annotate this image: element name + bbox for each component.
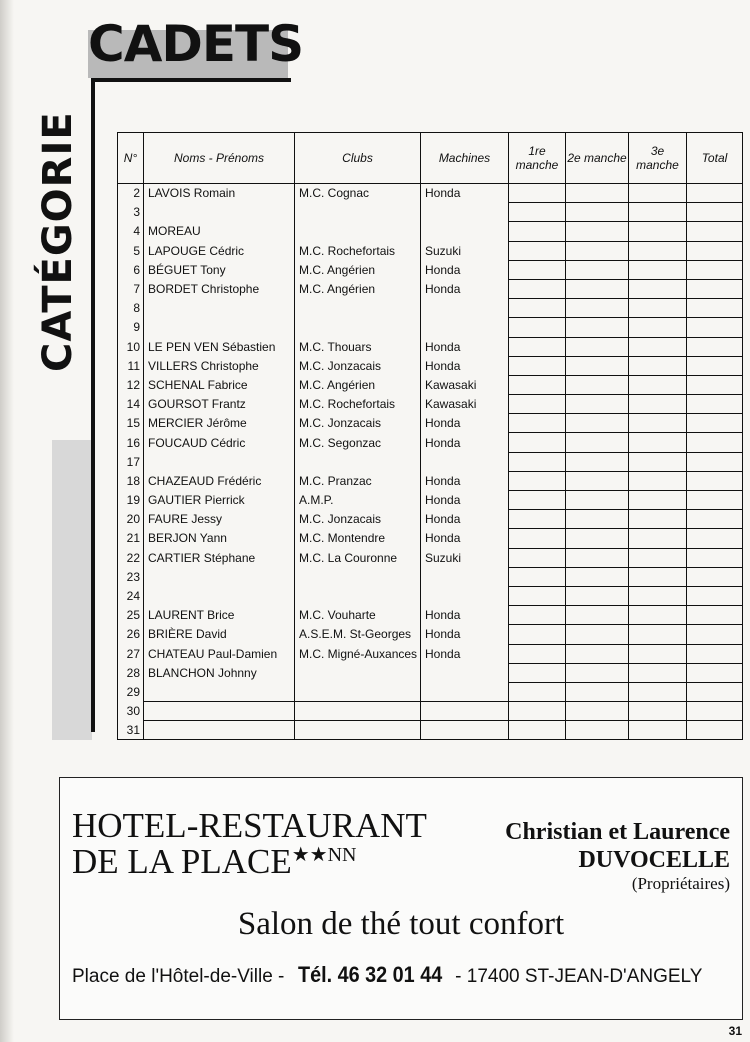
table-row [118,395,743,414]
rider-club: M.C. Pranzac [295,471,421,490]
total-score [687,644,743,663]
rider-machine: Honda [421,433,509,452]
manche-3-score [629,567,687,586]
rider-machine [421,203,509,222]
row-number: 10 [118,337,144,356]
manche-3-score [629,721,687,740]
row-number: 14 [118,395,144,414]
rider-club: M.C. Vouharte [295,606,421,625]
rider-name [144,318,295,337]
total-score [687,606,743,625]
total-score [687,586,743,605]
row-number: 7 [118,279,144,298]
manche-2-score [566,433,629,452]
manche-1-score [509,644,566,663]
row-number: 22 [118,548,144,567]
manche-3-score [629,663,687,682]
manche-2-score [566,682,629,701]
table-row [118,279,743,298]
header-total: Total [687,133,743,184]
total-score [687,491,743,510]
rider-club [295,702,421,721]
table-row [118,548,743,567]
rider-club: A.S.E.M. St-Georges [295,625,421,644]
table-row [118,356,743,375]
manche-1-score [509,433,566,452]
row-number: 30 [118,702,144,721]
row-number: 21 [118,529,144,548]
header-manche-1: 1re manche [509,133,566,184]
manche-1-score [509,184,566,203]
total-score [687,682,743,701]
total-score [687,395,743,414]
manche-2-score [566,375,629,394]
row-number: 11 [118,356,144,375]
manche-2-score [566,260,629,279]
header-manche-2: 2e manche [566,133,629,184]
table-row [118,567,743,586]
manche-3-score [629,241,687,260]
ad-owners-line-2: DUVOCELLE [578,847,730,873]
rider-club: M.C. Montendre [295,529,421,548]
rider-machine [421,702,509,721]
row-number: 9 [118,318,144,337]
manche-2-score [566,529,629,548]
row-number: 29 [118,682,144,701]
rider-club: M.C. Jonzacais [295,414,421,433]
rider-club: A.M.P. [295,491,421,510]
manche-3-score [629,529,687,548]
manche-1-score [509,721,566,740]
rider-machine [421,682,509,701]
row-number: 2 [118,184,144,203]
manche-3-score [629,184,687,203]
rider-machine [421,663,509,682]
manche-3-score [629,433,687,452]
rider-name: LE PEN VEN Sébastien [144,337,295,356]
manche-1-score [509,241,566,260]
row-number: 8 [118,299,144,318]
rider-name: FOUCAUD Cédric [144,433,295,452]
rider-name [144,567,295,586]
manche-2-score [566,337,629,356]
rider-machine: Honda [421,606,509,625]
manche-2-score [566,471,629,490]
rider-machine: Honda [421,491,509,510]
rider-name [144,203,295,222]
rider-name: GOURSOT Frantz [144,395,295,414]
ad-address-part-2: - 17400 ST-JEAN-D'ANGELY [449,966,703,987]
table-row [118,260,743,279]
table-row [118,721,743,740]
total-score [687,299,743,318]
table-row [118,471,743,490]
rider-club: M.C. Migné-Auxances [295,644,421,663]
manche-1-score [509,260,566,279]
total-score [687,702,743,721]
row-number: 18 [118,471,144,490]
manche-2-score [566,395,629,414]
table-row [118,452,743,471]
manche-3-score [629,222,687,241]
table-row [118,702,743,721]
manche-3-score [629,203,687,222]
rider-club: M.C. Rochefortais [295,241,421,260]
rider-name: BLANCHON Johnny [144,663,295,682]
rider-club: M.C. Thouars [295,337,421,356]
manche-1-score [509,586,566,605]
table-row [118,529,743,548]
manche-2-score [566,299,629,318]
ad-owners-line-1: Christian et Laurence [505,819,730,845]
rider-club: M.C. Rochefortais [295,395,421,414]
row-number: 31 [118,721,144,740]
rider-name [144,702,295,721]
manche-1-score [509,375,566,394]
row-number: 4 [118,222,144,241]
rider-machine: Kawasaki [421,375,509,394]
ad-telephone: Tél. 46 32 01 44 [297,962,442,987]
ad-hotel-name [72,808,427,880]
manche-3-score [629,682,687,701]
row-number: 20 [118,510,144,529]
header-num: N° [118,133,144,184]
page-binding-shadow [0,0,14,1042]
manche-2-score [566,625,629,644]
row-number: 23 [118,567,144,586]
ad-owners [505,818,730,874]
header-manche-3: 3e manche [629,133,687,184]
row-number: 25 [118,606,144,625]
total-score [687,337,743,356]
table-row [118,491,743,510]
table-row [118,433,743,452]
rider-machine: Honda [421,510,509,529]
total-score [687,203,743,222]
rider-club [295,222,421,241]
ad-address [72,962,702,988]
manche-1-score [509,682,566,701]
manche-1-score [509,606,566,625]
ad-tagline: Salon de thé tout confort [237,906,565,942]
rider-name [144,452,295,471]
rider-machine [421,299,509,318]
total-score [687,241,743,260]
table-row [118,586,743,605]
total-score [687,625,743,644]
rider-club: M.C. Jonzacais [295,510,421,529]
manche-3-score [629,337,687,356]
rider-machine: Honda [421,529,509,548]
manche-3-score [629,395,687,414]
manche-2-score [566,721,629,740]
total-score [687,663,743,682]
table-row [118,510,743,529]
rider-name: BRIÈRE David [144,625,295,644]
manche-1-score [509,567,566,586]
rider-club: M.C. Angérien [295,279,421,298]
rider-machine: Kawasaki [421,395,509,414]
manche-1-score [509,395,566,414]
manche-2-score [566,702,629,721]
manche-2-score [566,356,629,375]
rider-name: CHAZEAUD Frédéric [144,471,295,490]
manche-1-score [509,663,566,682]
manche-2-score [566,606,629,625]
rider-machine: Honda [421,625,509,644]
manche-1-score [509,702,566,721]
total-score [687,414,743,433]
manche-1-score [509,471,566,490]
total-score [687,452,743,471]
rider-name: LAURENT Brice [144,606,295,625]
manche-2-score [566,663,629,682]
table-row [118,222,743,241]
table-row [118,682,743,701]
manche-3-score [629,260,687,279]
rider-club: M.C. Angérien [295,260,421,279]
manche-2-score [566,184,629,203]
rider-club: M.C. Cognac [295,184,421,203]
rider-name: CARTIER Stéphane [144,548,295,567]
table-row [118,606,743,625]
total-score [687,567,743,586]
rider-club: M.C. La Couronne [295,548,421,567]
manche-3-score [629,644,687,663]
manche-1-score [509,548,566,567]
page-title: CADETS [88,15,304,73]
rider-club [295,299,421,318]
table-row [118,241,743,260]
manche-3-score [629,356,687,375]
rider-name: CHATEAU Paul-Damien [144,644,295,663]
row-number: 26 [118,625,144,644]
manche-2-score [566,548,629,567]
rider-machine [421,721,509,740]
manche-1-score [509,299,566,318]
rider-machine [421,586,509,605]
rider-machine [421,222,509,241]
manche-2-score [566,203,629,222]
rider-club [295,586,421,605]
manche-2-score [566,318,629,337]
manche-2-score [566,491,629,510]
header-name: Noms - Prénoms [144,133,295,184]
rider-machine: Honda [421,184,509,203]
manche-3-score [629,510,687,529]
header-club: Clubs [295,133,421,184]
total-score [687,222,743,241]
rider-machine [421,567,509,586]
rider-machine: Honda [421,356,509,375]
page-number: 31 [728,1024,742,1038]
manche-3-score [629,491,687,510]
total-score [687,279,743,298]
total-score [687,529,743,548]
total-score [687,318,743,337]
rider-name: MERCIER Jérôme [144,414,295,433]
rider-club: M.C. Jonzacais [295,356,421,375]
rider-name: GAUTIER Pierrick [144,491,295,510]
manche-1-score [509,318,566,337]
table-body [118,184,743,740]
hotel-advertisement [59,777,743,1020]
rider-machine: Suzuki [421,241,509,260]
row-number: 27 [118,644,144,663]
rider-name: BERJON Yann [144,529,295,548]
table-row [118,414,743,433]
rider-club [295,567,421,586]
rider-name: VILLERS Christophe [144,356,295,375]
rider-machine: Honda [421,260,509,279]
manche-2-score [566,279,629,298]
manche-2-score [566,510,629,529]
rider-name: LAPOUGE Cédric [144,241,295,260]
rider-club: M.C. Angérien [295,375,421,394]
rider-club [295,721,421,740]
rider-machine: Honda [421,644,509,663]
frame-line-vertical [91,78,95,732]
manche-1-score [509,414,566,433]
manche-3-score [629,586,687,605]
total-score [687,721,743,740]
grey-band-decoration [52,440,92,740]
manche-1-score [509,279,566,298]
rider-club: M.C. Segonzac [295,433,421,452]
table-header-row [118,133,743,184]
table-row [118,203,743,222]
total-score [687,184,743,203]
row-number: 3 [118,203,144,222]
row-number: 17 [118,452,144,471]
manche-3-score [629,702,687,721]
rider-club [295,663,421,682]
manche-3-score [629,625,687,644]
manche-3-score [629,606,687,625]
manche-3-score [629,548,687,567]
ad-stars: ★★NN [291,844,357,866]
row-number: 6 [118,260,144,279]
manche-2-score [566,241,629,260]
rider-machine: Honda [421,279,509,298]
row-number: 16 [118,433,144,452]
table-row [118,318,743,337]
frame-line-horizontal [91,78,291,82]
results-table [117,132,743,740]
manche-1-score [509,452,566,471]
manche-2-score [566,414,629,433]
manche-3-score [629,375,687,394]
row-number: 5 [118,241,144,260]
row-number: 15 [118,414,144,433]
manche-1-score [509,491,566,510]
rider-machine [421,452,509,471]
manche-1-score [509,222,566,241]
manche-3-score [629,452,687,471]
table-row [118,337,743,356]
rider-name [144,721,295,740]
ad-address-part-1: Place de l'Hôtel-de-Ville - [72,966,290,987]
table-row [118,663,743,682]
table-row [118,184,743,203]
rider-club [295,203,421,222]
rider-name: LAVOIS Romain [144,184,295,203]
rider-name [144,299,295,318]
table-row [118,625,743,644]
rider-name: FAURE Jessy [144,510,295,529]
rider-name [144,682,295,701]
total-score [687,260,743,279]
manche-2-score [566,222,629,241]
manche-3-score [629,279,687,298]
rider-name: BORDET Christophe [144,279,295,298]
ad-owners-role: (Propriétaires) [631,874,730,893]
rider-machine [421,318,509,337]
table-row [118,375,743,394]
side-title: CATÉGORIE [35,111,81,372]
total-score [687,548,743,567]
rider-club [295,452,421,471]
manche-1-score [509,510,566,529]
table-row [118,644,743,663]
header-machine: Machines [421,133,509,184]
manche-3-score [629,318,687,337]
ad-name-line-1: HOTEL-RESTAURANT [72,806,427,845]
total-score [687,356,743,375]
total-score [687,471,743,490]
rider-machine: Suzuki [421,548,509,567]
rider-name [144,586,295,605]
manche-3-score [629,471,687,490]
manche-2-score [566,586,629,605]
manche-1-score [509,337,566,356]
manche-2-score [566,452,629,471]
table-row [118,299,743,318]
total-score [687,375,743,394]
row-number: 19 [118,491,144,510]
manche-3-score [629,299,687,318]
total-score [687,433,743,452]
manche-3-score [629,414,687,433]
manche-1-score [509,625,566,644]
row-number: 12 [118,375,144,394]
rider-club [295,318,421,337]
rider-name: BÉGUET Tony [144,260,295,279]
rider-name: SCHENAL Fabrice [144,375,295,394]
rider-machine: Honda [421,337,509,356]
manche-1-score [509,356,566,375]
manche-2-score [566,567,629,586]
total-score [687,510,743,529]
row-number: 24 [118,586,144,605]
manche-2-score [566,644,629,663]
manche-1-score [509,203,566,222]
rider-club [295,682,421,701]
rider-name: MOREAU [144,222,295,241]
rider-machine: Honda [421,414,509,433]
rider-machine: Honda [421,471,509,490]
ad-name-line-2: DE LA PLACE [72,842,292,881]
manche-1-score [509,529,566,548]
row-number: 28 [118,663,144,682]
